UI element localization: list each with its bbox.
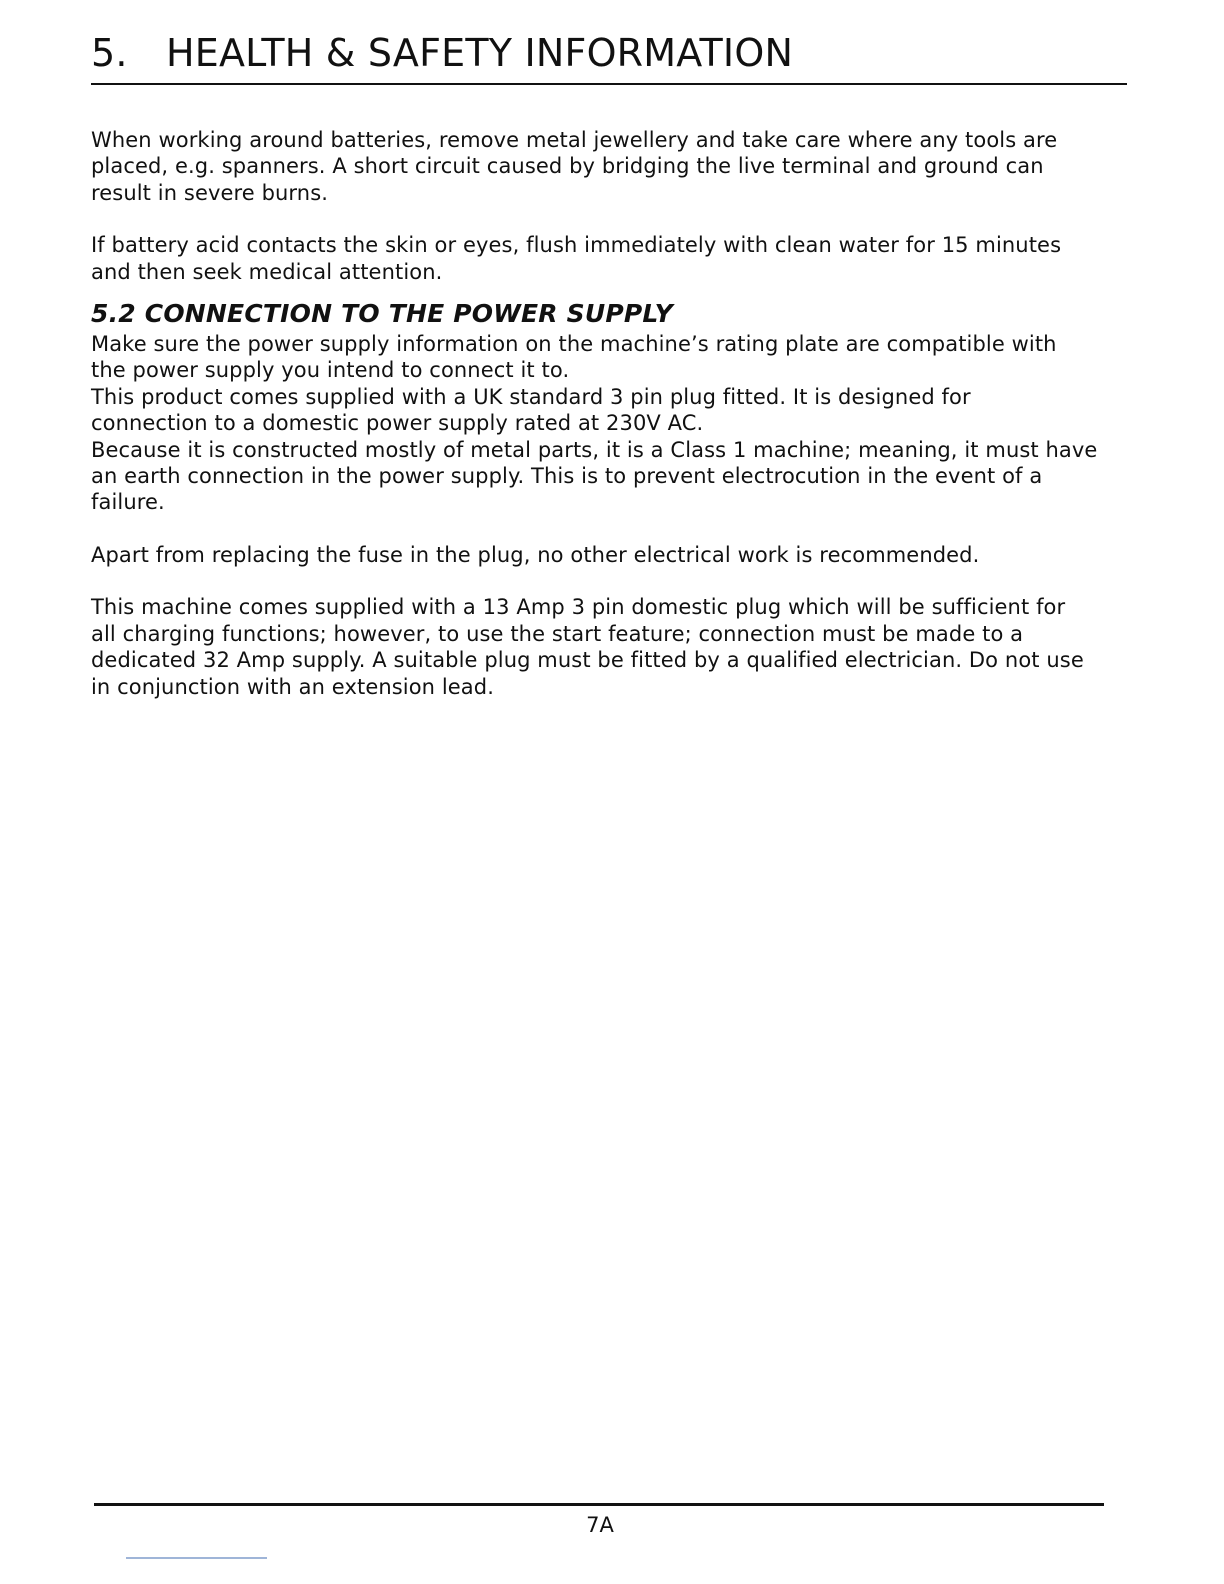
- plug-supply-paragraph: This machine comes supplied with a 13 Amp 3 pin domestic plug which will be sufficient for all charging functions; however, to use the start feature; connection must be made to a dedicated 32 Amp supply. A suitable plug must be fitted by a qualified electrician. Do not use in conjunction with an extension lead.: [91, 595, 1084, 699]
- battery-acid-paragraph: If battery acid contacts the skin or eyes, flush immediately with clean water for 15 minutes and then seek medical attention.: [91, 233, 1062, 284]
- page-content: [91, 127, 1131, 700]
- power-supply-paragraph: Make sure the power supply information on the machine’s rating plate are compatible with the power supply you intend to connect it to. This product comes supplied with a UK standard 3 pin plug fitted. It is designed for connection to a domestic power supply rated at 230V AC. Because it is constructed mostly of metal parts, it is a Class 1 machine; meaning, it must have an earth connection in the power supply. This is to prevent electrocution in the event of a failure.: [91, 332, 1098, 515]
- bottom-link-line: [126, 1557, 267, 1559]
- page-title: [91, 30, 793, 76]
- paragraph-spacer: [91, 568, 1131, 594]
- battery-work-paragraph: When working around batteries, remove metal jewellery and take care where any tools are placed, e.g. spanners. A short circuit caused by bridging the live terminal and ground can result in severe burns.: [91, 128, 1058, 205]
- fuse-paragraph: Apart from replacing the fuse in the plug, no other electrical work is recommended.: [91, 542, 980, 567]
- paragraph-spacer: [91, 206, 1131, 232]
- power-supply-heading: 5.2 CONNECTION TO THE POWER SUPPLY: [91, 299, 673, 329]
- section-number: 5.: [91, 31, 128, 75]
- page-number: 7A: [586, 1513, 614, 1537]
- footer-divider: [94, 1503, 1104, 1506]
- paragraph-spacer: [91, 516, 1131, 542]
- page-header: [91, 30, 1127, 85]
- section-title: HEALTH & SAFETY INFORMATION: [166, 31, 794, 75]
